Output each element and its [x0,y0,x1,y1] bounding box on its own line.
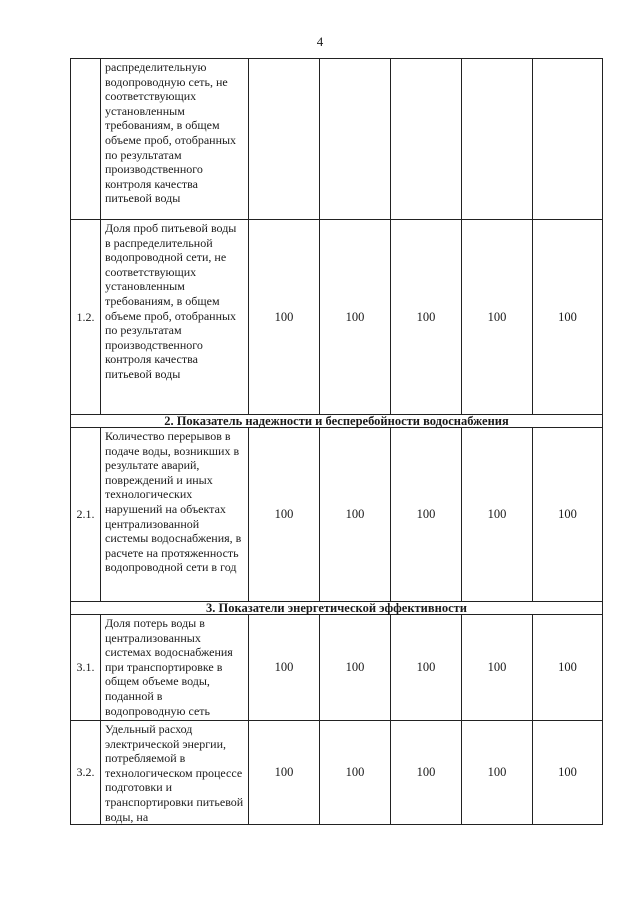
table-row [71,615,603,721]
row-number: 1.2. [71,220,101,415]
section-heading: 3. Показатели энергетической эффективности [71,602,603,615]
value-cell: 100 [462,428,533,602]
table-row [71,721,603,825]
value-cell: 100 [533,721,603,825]
indicators-table [70,58,603,825]
table-row [71,59,603,220]
value-cell: 100 [533,615,603,721]
value-cell: 100 [391,615,462,721]
indicator-description: Доля потерь воды в централизованных системах водоснабжения при транспортировке в общем объеме воды, поданной в водопроводную сеть [101,615,249,721]
section-row [71,602,603,615]
value-cell: 100 [391,428,462,602]
value-cell [320,59,391,220]
value-cell [249,59,320,220]
page-number: 4 [316,34,324,49]
value-cell: 100 [320,428,391,602]
value-cell: 100 [320,721,391,825]
row-number: 2.1. [71,428,101,602]
value-cell: 100 [533,220,603,415]
value-cell: 100 [391,220,462,415]
indicator-description: распределительную водопроводную сеть, не соответствующих установленным требованиям, в общем объеме проб, отобранных по результатам производственного контроля качества питьевой воды [101,59,249,220]
value-cell: 100 [249,428,320,602]
value-cell: 100 [249,721,320,825]
table-row [71,220,603,415]
indicator-description: Количество перерывов в подаче воды, возникших в результате аварий, повреждений и иных технологических нарушений на объектах централизованной системы водоснабжения, в расчете на протяженность водопроводной сети в год [101,428,249,602]
value-cell: 100 [391,721,462,825]
value-cell: 100 [533,428,603,602]
value-cell [462,59,533,220]
row-number: 3.1. [71,615,101,721]
table-row [71,428,603,602]
value-cell: 100 [249,615,320,721]
value-cell: 100 [320,220,391,415]
section-row [71,415,603,428]
value-cell [533,59,603,220]
value-cell: 100 [462,615,533,721]
section-heading: 2. Показатель надежности и бесперебойности водоснабжения [71,415,603,428]
value-cell: 100 [462,721,533,825]
value-cell: 100 [320,615,391,721]
value-cell: 100 [249,220,320,415]
value-cell [391,59,462,220]
row-number [71,59,101,220]
row-number: 3.2. [71,721,101,825]
value-cell: 100 [462,220,533,415]
indicator-description: Удельный расход электрической энергии, потребляемой в технологическом процессе подготовки и транспортировки питьевой воды, на [101,721,249,825]
indicator-description: Доля проб питьевой воды в распределительной водопроводной сети, не соответствующих установленным требованиям, в общем объеме проб, отобранных по результатам производственного контроля качества питьевой воды [101,220,249,415]
